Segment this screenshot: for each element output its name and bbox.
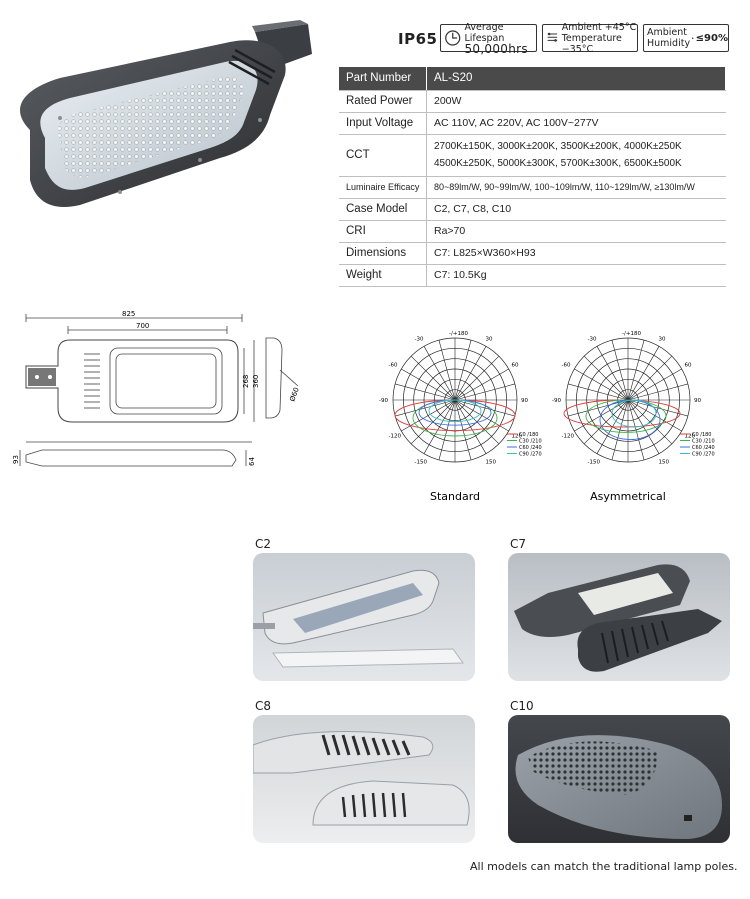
- polar-angle-label: -60: [388, 362, 398, 369]
- dim-700: 700: [136, 322, 150, 330]
- polar-spoke: [411, 400, 455, 444]
- spec-key: Part Number: [339, 67, 427, 90]
- polar-spoke: [574, 369, 628, 400]
- lifespan-label: Average Lifespan: [464, 21, 505, 44]
- dim-64: 64: [248, 457, 256, 466]
- footer-caption: All models can match the traditional lamp poles.: [470, 860, 738, 873]
- polar-angle-label: -90: [552, 398, 561, 404]
- polar-spoke: [628, 369, 682, 400]
- polar-angle-label: -150: [414, 459, 427, 466]
- polar-angle-label: -30: [414, 336, 424, 343]
- dim-268: 268: [242, 374, 250, 388]
- lifespan-value: 50,000hrs: [464, 41, 528, 56]
- spec-value: 80~89lm/W, 90~99lm/W, 100~109lm/W, 110~129lm/W, ≥130lm/W: [427, 176, 726, 198]
- spec-key: Rated Power: [339, 90, 427, 112]
- legend-label: C0 /180: [519, 432, 539, 438]
- polar-spoke: [628, 346, 659, 400]
- spec-row: [339, 198, 726, 220]
- dim-93: 93: [12, 455, 20, 464]
- polar-caption: Asymmetrical: [590, 490, 666, 503]
- cct-line-1: 2700K±150K, 3000K±200K, 3500K±200K, 4000K±250K: [434, 141, 682, 152]
- polar-angle-label: 120: [684, 433, 695, 440]
- polar-spoke: [455, 346, 486, 400]
- dim-360: 360: [252, 374, 260, 388]
- polar-angle-label: 60: [684, 362, 692, 369]
- temperature-badge: [542, 21, 638, 55]
- humidity-label-2: Humidity: [647, 38, 691, 49]
- model-label-c8: C8: [255, 699, 272, 713]
- polar-spoke: [584, 356, 628, 400]
- spec-key: Luminaire Efficacy: [339, 176, 427, 198]
- humidity-label-1: Ambient: [647, 27, 688, 38]
- ambient-min: −35°C: [561, 43, 594, 55]
- spec-key: Weight: [339, 264, 427, 286]
- thermometer-icon: [546, 28, 559, 48]
- polar-spoke: [455, 400, 486, 454]
- dimension-drawing: [12, 310, 312, 480]
- legend-label: C0 /180: [692, 432, 712, 438]
- spec-header-row: [339, 67, 726, 90]
- spec-row: [339, 220, 726, 242]
- model-photo-c7: [508, 553, 730, 681]
- spec-value: 200W: [427, 90, 726, 112]
- spec-value-cct: [427, 134, 726, 176]
- spec-key: Dimensions: [339, 242, 427, 264]
- model-label-c7: C7: [510, 537, 527, 551]
- legend-label: C90 /270: [692, 451, 715, 458]
- spec-row: [339, 112, 726, 134]
- polar-angle-label: -60: [561, 362, 571, 369]
- polar-spoke: [411, 356, 455, 400]
- model-photo-c10: [508, 715, 730, 843]
- polar-angle-label: -90: [379, 398, 388, 404]
- model-label-c2: C2: [255, 537, 272, 551]
- polar-curve: [586, 400, 666, 432]
- polar-angle-label: 30: [658, 336, 666, 343]
- polar-angle-label: 60: [511, 362, 519, 369]
- polar-angle-label: 150: [485, 459, 496, 466]
- polar-spoke: [597, 346, 628, 400]
- spec-value: Ra>70: [427, 220, 726, 242]
- model-photo-c2: [253, 553, 475, 681]
- humidity-value: ≤90%: [695, 32, 728, 44]
- polar-spoke: [628, 400, 672, 444]
- polar-curve: [600, 400, 660, 440]
- polar-diagram-asymmetrical: [552, 331, 715, 503]
- polar-top-label: -/+180: [622, 331, 641, 337]
- spec-value: C7: L825×W360×H93: [427, 242, 726, 264]
- model-photo-c8: [253, 715, 475, 843]
- ambient-max: +45°C: [604, 21, 637, 33]
- polar-spoke: [455, 369, 509, 400]
- spec-value: AL-S20: [427, 67, 726, 90]
- legend-label: C90 /270: [519, 451, 542, 458]
- spec-table: [339, 67, 726, 287]
- polar-top-label: -/+180: [449, 331, 468, 337]
- spec-value: AC 110V, AC 220V, AC 100V~277V: [427, 112, 726, 134]
- water-drop-icon: [692, 30, 694, 46]
- polar-diagram-standard: [379, 331, 542, 503]
- spec-row: [339, 134, 726, 176]
- dim-825: 825: [122, 310, 136, 318]
- spec-key: Case Model: [339, 198, 427, 220]
- polar-diagrams: [370, 325, 740, 510]
- spec-row: [339, 264, 726, 286]
- spec-key: Input Voltage: [339, 112, 427, 134]
- spec-row: [339, 242, 726, 264]
- legend-label: C60 /240: [692, 445, 715, 451]
- polar-spoke: [424, 346, 455, 400]
- ip-rating: IP65: [398, 30, 438, 48]
- spec-value: C7: 10.5Kg: [427, 264, 726, 286]
- polar-angle-label: -120: [388, 433, 401, 440]
- model-label-c10: C10: [510, 699, 534, 713]
- spec-key: CRI: [339, 220, 427, 242]
- product-photo: [0, 20, 330, 220]
- polar-angle-label: -150: [587, 459, 600, 466]
- polar-spoke: [584, 400, 628, 444]
- legend-label: C60 /240: [519, 445, 542, 451]
- cct-line-2: 4500K±250K, 5000K±300K, 5700K±300K, 6500K±500K: [434, 158, 682, 169]
- polar-angle-label: -30: [587, 336, 597, 343]
- spec-row: [339, 90, 726, 112]
- polar-angle-label: 90: [694, 398, 701, 404]
- polar-caption: Standard: [429, 490, 481, 503]
- polar-angle-label: 30: [485, 336, 493, 343]
- spec-key: CCT: [339, 134, 427, 176]
- ambient-label: Ambient: [561, 21, 602, 33]
- polar-angle-label: 150: [658, 459, 669, 466]
- polar-angle-label: -120: [561, 433, 574, 440]
- polar-spoke: [424, 400, 455, 454]
- polar-angle-label: 120: [511, 433, 522, 440]
- polar-spoke: [455, 400, 499, 444]
- temperature-label: Temperature: [561, 32, 622, 44]
- spec-value: C2, C7, C8, C10: [427, 198, 726, 220]
- spec-row: [339, 176, 726, 198]
- legend-label: C30 /210: [692, 438, 715, 445]
- clock-icon: [444, 28, 461, 48]
- legend-label: C30 /210: [519, 438, 542, 445]
- polar-angle-label: 90: [521, 398, 528, 404]
- polar-spoke: [455, 356, 499, 400]
- polar-spoke: [401, 369, 455, 400]
- humidity-badge: [643, 24, 729, 52]
- polar-spoke: [628, 356, 672, 400]
- dim-phi: Ø60: [288, 386, 301, 403]
- lifespan-badge: [440, 21, 537, 56]
